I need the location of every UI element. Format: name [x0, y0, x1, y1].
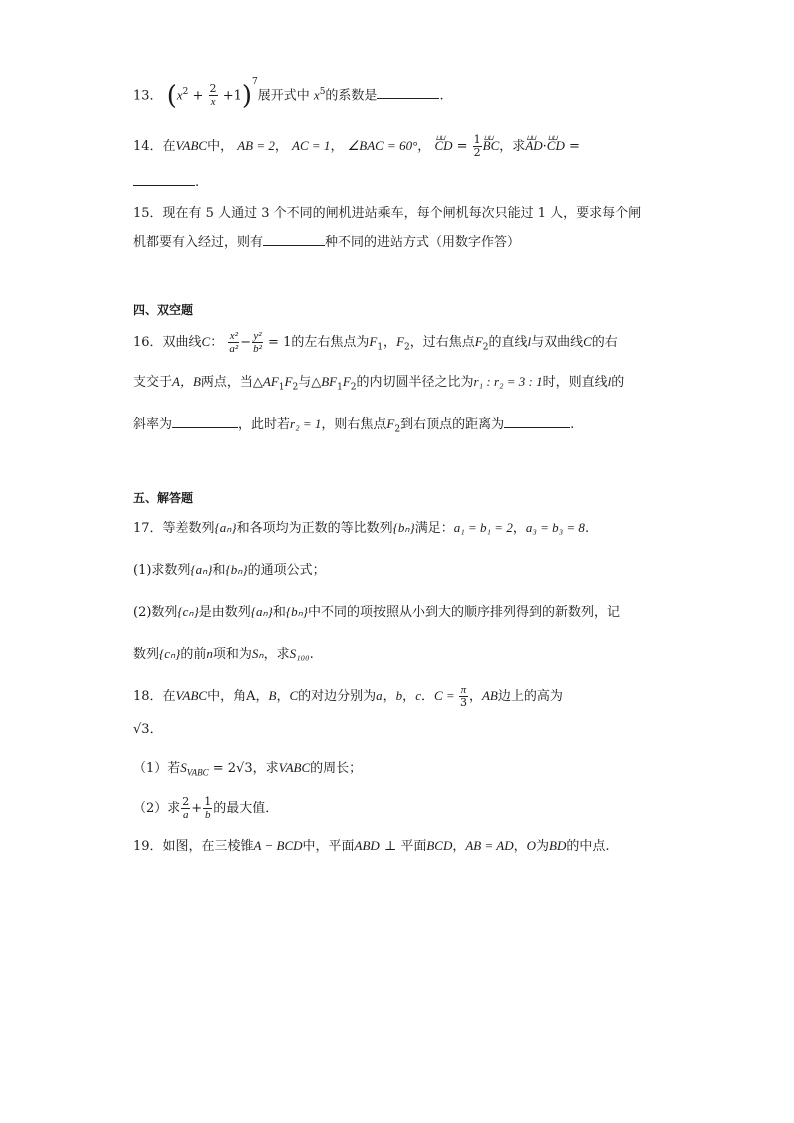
question-18-part-2: （2）求 $\frac{2}{a}$ + $\frac{1}{b}$ 的最大值． — [133, 795, 279, 821]
question-13: 13． ($x^2$ + $\frac{2}{x}$ +1)$^7$展开式中 $x^5$的系数是 . — [133, 77, 444, 111]
answer-blank[interactable] — [133, 172, 195, 186]
fraction-x2-over-a2: $\frac{\text{x²}}{\text{a²}}$ — [229, 330, 239, 355]
question-18-line-2: √3． — [133, 722, 163, 737]
fraction-2-over-a: $\frac{2}{a}$ — [182, 795, 190, 821]
triangle-label: VABC — [175, 138, 208, 153]
vector-cd: ⊔⊔ CD — [547, 136, 565, 156]
right-paren: ) — [241, 80, 253, 111]
question-17-part-1: (1)求数列{aₙ}和{bₙ}的通项公式； — [133, 562, 326, 578]
answer-blank[interactable] — [377, 85, 439, 99]
question-17-line-1: 17．等差数列{aₙ}和各项均为正数的等比数列{bₙ}满足：a₁ = b₁ = 2，a₃ = b₃ = 8. — [133, 520, 590, 536]
left-paren: ( — [166, 80, 177, 111]
vector-bc: ⊔⊔ BC — [483, 136, 500, 156]
question-19: 19．如图，在三棱锥A − BCD中，平面ABD ⊥ 平面BCD，AB = AD，O为BD的中点. — [133, 838, 610, 854]
question-17-part-2: (2)数列{cₙ}是由数列{aₙ}和{bₙ}中不同的项按照从小到大的顺序排列得到的新数列，记 — [133, 604, 620, 620]
question-15-line-1: 15．现在有 5 人通过 3 个不同的闸机进站乘车，每个闸机每次只能过 1 人，要求每个闸 — [133, 206, 642, 221]
question-18-part-1: （1）若$S_{VABC} = 2√3$，求VABC的周长； — [133, 760, 363, 778]
fraction-1-over-b: $\frac{1}{b}$ — [204, 795, 212, 821]
question-14: 14．在VABC中， AB = 2， AC = 1， ∠BAC = 60°， ⊔⊔ CD = $\frac{1}{2}$ ⊔⊔ BC，求⊔⊔ AD·⊔⊔ CD = — [133, 134, 580, 159]
fraction-pi-over-3: $\frac{\pi}{3}$ — [459, 684, 467, 709]
answer-blank[interactable] — [263, 232, 325, 246]
question-14-answer-line: . — [133, 172, 199, 193]
question-number: 13． — [133, 88, 163, 104]
section-heading-double-blank: 四、双空题 — [133, 303, 194, 317]
question-18-line-1: 18．在VABC中，角A，B，C的对边分别为a，b，c．C = $\frac{\pi}{3}$ ，AB边上的高为 — [133, 684, 563, 709]
answer-blank[interactable] — [504, 414, 570, 428]
question-15-line-2: 机都要有入经过，则有 种不同的进站方式（用数字作答） — [133, 232, 520, 253]
question-17-part-2-cont: 数列{cₙ}的前n项和为Sₙ，求S₁₀₀. — [133, 646, 314, 662]
fraction-2-over-x: $\frac{2}{x}$ — [209, 82, 217, 109]
section-heading-solutions: 五、解答题 — [133, 491, 194, 505]
fraction-y2-over-b2: $\frac{\text{y²}}{\text{b²}}$ — [253, 330, 262, 355]
question-16-line-2: 支交于A，B两点，当$\triangle AF_1F_2$与$\triangle BF_1F_2$的内切圆半径之比为r₁ : r₂ = 3 : 1时，则直线l的 — [133, 374, 625, 393]
fraction-one-half: $\frac{1}{2}$ — [473, 133, 481, 159]
question-16-line-1: 16．双曲线C： $\frac{\text{x²}}{\text{a²}}$ − $\frac{\text{y²}}{\text{b²}}$ = 1的左右焦点为$F_1$，$F_2$，过右焦点$F_2$的直线l与双曲线C的右 — [133, 330, 618, 355]
vector-cd: ⊔⊔ CD — [434, 136, 452, 156]
vector-ad: ⊔⊔ AD — [525, 136, 542, 156]
question-16-line-3: 斜率为 ，此时若r₂ = 1，则右焦点$F_2$到右顶点的距离为 . — [133, 416, 575, 435]
answer-blank[interactable] — [172, 414, 238, 428]
